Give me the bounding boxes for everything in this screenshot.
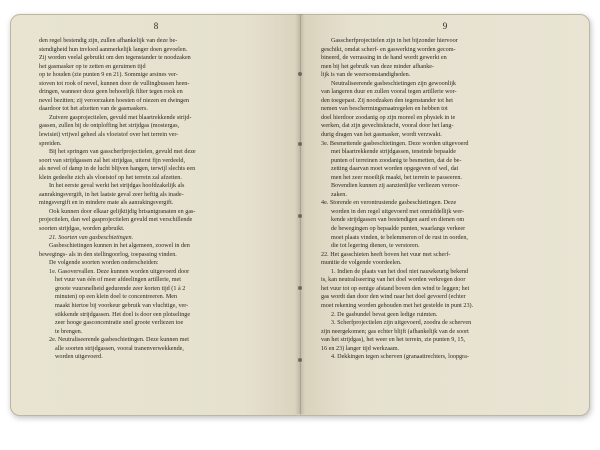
text-line: moet rekening worden gehouden met het gestelde in punt 23). bbox=[321, 302, 474, 309]
page-number-right: 9 bbox=[442, 21, 448, 31]
text-line: minuten) op een klein doel te concentreeren. Men bbox=[55, 294, 178, 301]
text-line: het vuur tot op eenige afstand boven den wind te leggen; het bbox=[321, 285, 470, 292]
text-line: stoven tot rook of nevel, kunnen door de vullingbussen heen- bbox=[39, 80, 190, 87]
text-line: als nevel of damp in de lucht blijven hangen, terwijl slechts een bbox=[39, 166, 196, 173]
text-line: nemen van beschermingsmaatregelen en hebben tot bbox=[321, 106, 448, 113]
right-page bbox=[300, 14, 590, 416]
text-line: 2. De gasbundel bevat geen ledige ruimten. bbox=[331, 311, 438, 318]
text-line: klein gedeelte zich als vloeistof op het terrein zal afzetten. bbox=[39, 174, 182, 181]
text-line: werken, dat zijn gevechtskracht, vooral door het lang- bbox=[321, 123, 454, 130]
text-line: 4. Dekkingen tegen scherven (granaattrechters, loopgra- bbox=[331, 354, 469, 361]
text-line: op te houden (zie punten 9 en 21). Sommige arsines ver- bbox=[39, 72, 178, 79]
text-line: durig dragen van het gasmasker, wordt verzwakt. bbox=[321, 132, 442, 139]
text-line: 16 en 23) langer tijd werkzaam. bbox=[321, 345, 400, 352]
right-page-text bbox=[321, 37, 571, 362]
text-line: 3e. Besmettende gasbeschietingen. Deze worden uitgevoerd bbox=[321, 140, 469, 147]
text-line: den toegepast. Zij noodzaken den tegenstander tot het bbox=[321, 97, 453, 104]
text-line: het gasmasker op te zetten en geruimen tijd bbox=[39, 63, 146, 70]
text-line: bineerd, de verrassing in de hand wordt gewerkt en bbox=[321, 55, 447, 62]
text-line: zijn neergekomen; gas echter blijft (afhankelijk van de soort bbox=[321, 328, 469, 335]
binding-stitch bbox=[298, 286, 302, 290]
text-line: groote vuursnelheid gedurende zeer korten tijd (1 à 2 bbox=[55, 285, 186, 292]
text-line: het vuur van één of meer afdeelingen artillerie, met bbox=[55, 277, 181, 284]
text-line: soort van strijdgassen zal het strijdgas, uiterst fijn verdeeld, bbox=[39, 157, 185, 164]
text-line: lewisiet) vrijwel geheel als vloeistof over het terrein ver- bbox=[39, 132, 179, 139]
text-line: Neutraliseerende gasbeschietingen zijn gewoonlijk bbox=[331, 80, 456, 87]
text-line: soorten strijdgas, worden gebruikt. bbox=[39, 226, 125, 233]
text-line: 1. Indien de plaats van het doel niet nauwkeurig bekend bbox=[331, 268, 469, 275]
text-line: Bij het springen van gasscherfprojectielen, gevuld met deze bbox=[49, 149, 196, 156]
text-line: spreiden. bbox=[39, 140, 62, 147]
text-line: lijk is van de weersomstandigheden. bbox=[321, 72, 411, 79]
text-line: worden uitgevoerd. bbox=[55, 354, 103, 361]
text-line: gas wordt dan door den wind naar het doel gevoerd (echter bbox=[321, 294, 466, 301]
text-line: is, kan neutraliseering van het doel worden verkregen door bbox=[321, 277, 466, 284]
text-line: dringen, wanneer deze geen behoorlijk filter tegen rook en bbox=[39, 89, 183, 96]
text-line: Zij worden veelal gebruikt om den tegenstander te noodzaken bbox=[39, 55, 191, 62]
binding-stitch bbox=[298, 142, 302, 146]
text-line: 3. Scherfprojectielen zijn uitgevoerd, zoodra de scherven bbox=[331, 320, 472, 327]
text-line: stikkende strijdgassen. Het doel is door een plotselinge bbox=[55, 311, 191, 318]
text-line: zetting daarvan moet worden opgegeven of wel, dat bbox=[331, 166, 459, 173]
text-line: moet plaats vinden, te belemmeren of de rust in oorden, bbox=[331, 234, 468, 241]
text-line: kende strijdgassen van bestendigen aard en dienen om bbox=[331, 217, 465, 224]
text-line: 4e. Storende en verontrustende gasbeschietingen. Deze bbox=[321, 200, 457, 207]
text-line: worden in den regel uitgevoerd met onmiddellijk wer- bbox=[331, 208, 465, 215]
text-line: mingsvergift en in mindere mate als aanrakingsvergift. bbox=[39, 200, 174, 207]
left-page bbox=[10, 14, 302, 416]
text-line: Bovendien kunnen zij aanzienlijke verliezen veroor- bbox=[331, 183, 460, 190]
text-line: zaken. bbox=[331, 191, 347, 198]
text-line: te brengen. bbox=[55, 328, 83, 335]
text-line: doel hierdoor zoodanig op zijn moreel en physiek in te bbox=[321, 114, 456, 121]
text-line: 2e. Neutraliseerende gasbeschietingen. Deze kunnen met bbox=[49, 337, 189, 344]
binding-stitch bbox=[298, 72, 302, 76]
text-line: zeer hooge gasconcentratie snel groote verliezen toe bbox=[55, 320, 184, 327]
text-line: munitie de volgende voordeelen. bbox=[321, 260, 402, 267]
text-line: Ook kunnen door elkaar gelijktijdig brisantgranaten en gas- bbox=[49, 208, 196, 215]
text-line: van langeren duur en zullen vooral tegen artillerie wor- bbox=[321, 89, 457, 96]
binding-stitch bbox=[298, 358, 302, 362]
left-page-text bbox=[39, 37, 285, 362]
text-line: projectielen, dan wel gasprojectielen gevuld met verschillende bbox=[39, 217, 193, 224]
text-line: 21. Soorten van gasbeschietingen. bbox=[49, 234, 134, 241]
text-line: nevel bezitten; zij veroorzaken hoesten of niezen en dwingen bbox=[39, 97, 190, 104]
page-number-left: 8 bbox=[153, 21, 159, 31]
text-line: 1e. Gasovervallen. Deze kunnen worden uitgevoerd door bbox=[49, 268, 190, 275]
text-line: punten of terreinen zoodanig te besmetten, dat de be- bbox=[331, 157, 462, 164]
text-line: die tot legering dienen, te verstoren. bbox=[331, 243, 420, 250]
text-line: Zuivere gasprojectielen, gevuld met blaartrekkende strijd- bbox=[49, 114, 192, 121]
text-line: met blaartrekkende strijdgassen, teneinde bepaalde bbox=[331, 149, 456, 156]
text-line: van het strijdgas), het weer en het terrein, zie punten 9, 15, bbox=[321, 337, 466, 344]
text-line: de bewegingen op bepaalde punten, waarlangs verkeer bbox=[331, 226, 466, 233]
text-line: bewegings- als in den stellingoorlog, toepassing vinden. bbox=[39, 251, 177, 258]
text-line: Gasbeschietingen kunnen in het algemeen, zoowel in den bbox=[49, 243, 190, 250]
text-line: men het zeer moeilijk maakt, het terrein te passeeren. bbox=[331, 174, 462, 181]
binding-stitch bbox=[298, 214, 302, 218]
text-line: gassen, zullen bij de ontploffing het strijdgas (mostergas, bbox=[39, 123, 180, 130]
text-line: De volgende soorten worden onderscheiden: bbox=[49, 260, 159, 267]
booklet bbox=[10, 14, 590, 420]
text-line: daardoor tot het afzetten van de gasmaskers. bbox=[39, 106, 148, 113]
text-line: alle soorten strijdgassen, vooral tranenverwekkende, bbox=[55, 345, 184, 352]
text-line: men bij het gebruik van deze minder afhanke- bbox=[321, 63, 435, 70]
text-line: Gasscherfprojectielen zijn in het bijzonder hiervoor bbox=[331, 38, 458, 44]
text-line: den regel bestendig zijn, zullen afhankelijk van deze be- bbox=[39, 38, 178, 44]
text-line: 22. Het gasschieten heeft boven het vuur met scherf- bbox=[321, 251, 451, 258]
text-line: maakt hiertoe bij voorkeur gebruik van vluchtige, ver- bbox=[55, 302, 189, 309]
text-line: geschikt, omdat scherf- en gaswerking worden gecom- bbox=[321, 46, 456, 53]
text-line: aanrakingsvergift, in het laatste geval zeer heftig als inade- bbox=[39, 191, 184, 198]
text-line: In het eerste geval werkt het strijdgas hoofdzakelijk als bbox=[49, 183, 185, 190]
text-line: stendigheid hun invloed aanmerkelijk langer doen gevoelen. bbox=[39, 46, 188, 53]
